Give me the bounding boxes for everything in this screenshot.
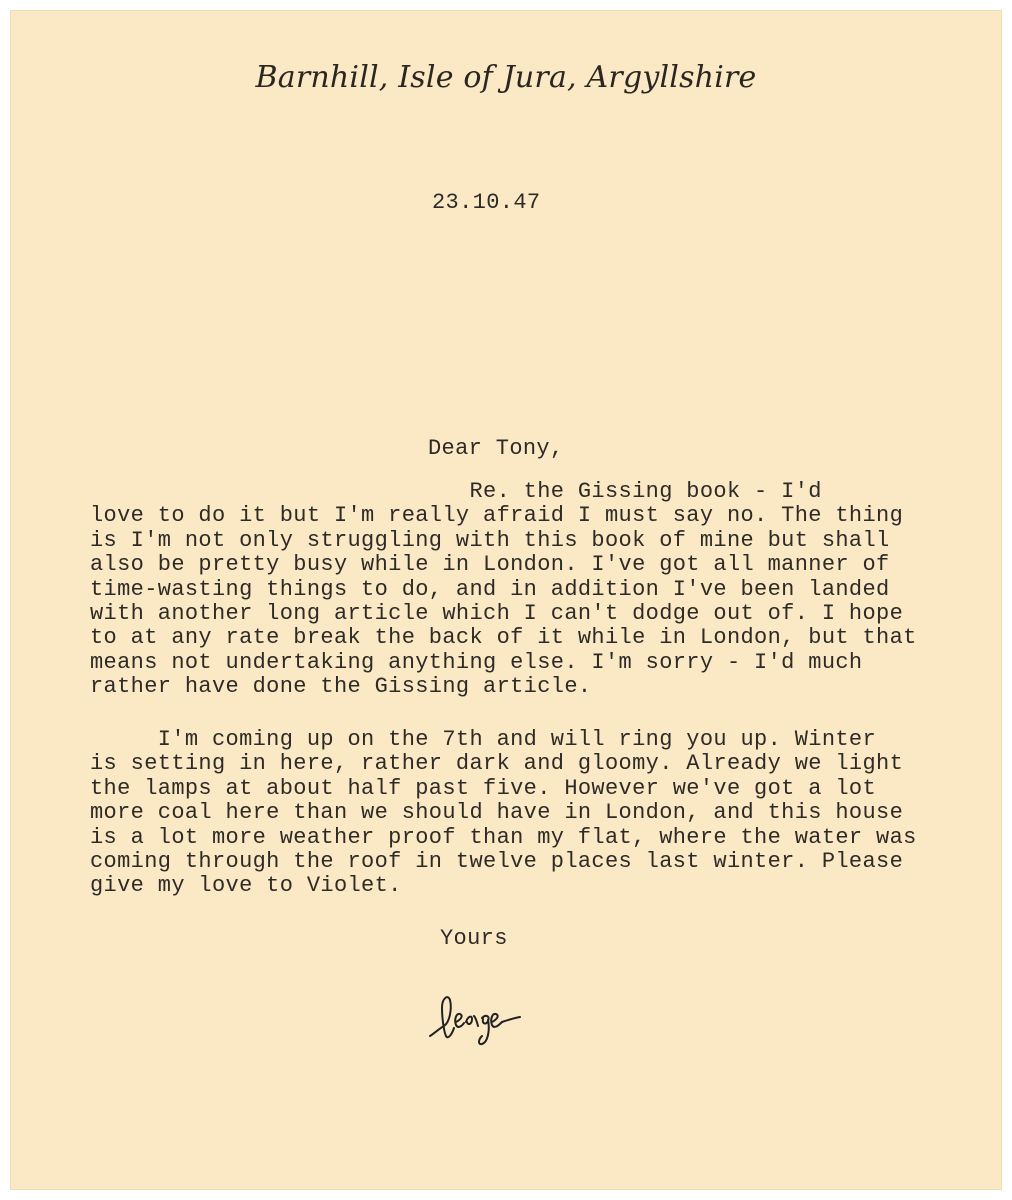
letter-date: 23.10.47 xyxy=(432,190,541,215)
letter-page xyxy=(10,10,1002,1190)
body-paragraph-2: I'm coming up on the 7th and will ring you up. Winter is setting in here, rather dark and gloomy. Already we light the lamps at about half past five. However we've got a lot more coal here than we should have in London, and this house is a lot more weather proof than my flat, where the water was coming through the roof in twelve places last winter. Please give my love to Violet. xyxy=(90,727,917,899)
closing: Yours xyxy=(440,926,508,951)
salutation: Dear Tony, xyxy=(428,436,564,461)
body-paragraph-1: Re. the Gissing book - I'd love to do it but I'm really afraid I must say no. The thing is I'm not only struggling with this book of mine but shall also be pretty busy while in London. I've got all manner of time-wasting things to do, and in addition I've been landed with another long article which I can't dodge out of. I hope to at any rate break the back of it while in London, but that means not undertaking anything else. I'm sorry - I'd much rather have done the Gissing article. xyxy=(90,479,917,700)
letterhead-address: Barnhill, Isle of Jura, Argyllshire xyxy=(255,60,757,95)
handwritten-signature xyxy=(422,988,552,1058)
